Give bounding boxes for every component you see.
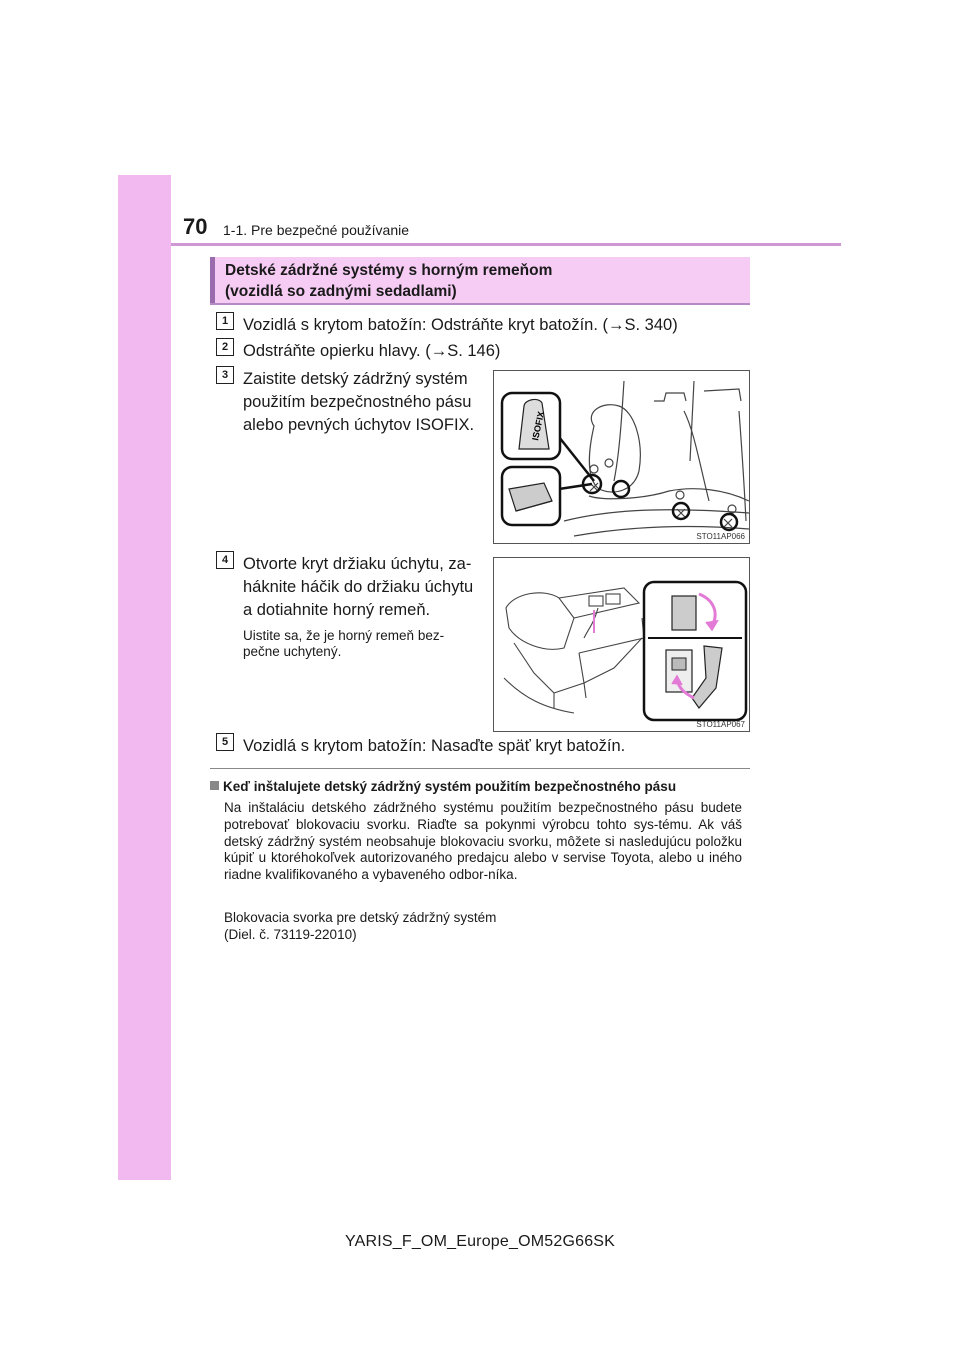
footer-doc-id: YARIS_F_OM_Europe_OM52G66SK xyxy=(344,1233,616,1250)
step-number-1: 1 xyxy=(216,312,234,330)
top-tether-illustration xyxy=(494,558,749,731)
note-title-text: Keď inštalujete detský zádržný systém použitím bezpečnostného pásu xyxy=(223,779,677,794)
heading-underline xyxy=(210,303,750,305)
note-title xyxy=(210,779,676,794)
step-3-line: Zaistite detský zádržný systém xyxy=(243,370,468,388)
figure-2-code: STO11AP067 xyxy=(696,720,745,729)
note-bullet-icon xyxy=(210,781,219,790)
step-4-line: háknite háčik do držiaku úchytu xyxy=(243,578,474,596)
section-title: 1-1. Pre bezpečné používanie xyxy=(223,222,410,238)
header-rule xyxy=(171,243,841,246)
step-3-text xyxy=(243,368,477,437)
heading-line-1: Detské zádržné systémy s horným remeňom xyxy=(225,262,553,279)
step-5-text: Vozidlá s krytom batožín: Nasaďte späť kryt batožín. xyxy=(243,737,626,755)
step-2-text: Odstráňte opierku hlavy. (→S. 146) xyxy=(243,342,501,360)
step-4-text xyxy=(243,553,477,622)
isofix-seat-illustration xyxy=(494,371,749,543)
section-heading xyxy=(210,257,750,305)
step-1-text: Vozidlá s krytom batožín: Odstráňte kryt batožín. (→S. 340) xyxy=(243,316,678,334)
step-4-note xyxy=(243,628,477,660)
step-number-2: 2 xyxy=(216,338,234,356)
figure-isofix-seat xyxy=(493,370,750,544)
note-part-line-2: (Diel. č. 73119-22010) xyxy=(224,927,357,942)
step-4-line: Otvorte kryt držiaku úchytu, za- xyxy=(243,555,472,573)
step-4-line: a dotiahnite horný remeň. xyxy=(243,601,431,619)
figure-1-code: STO11AP066 xyxy=(696,532,745,541)
note-part-number xyxy=(224,909,724,943)
note-part-line-1: Blokovacia svorka pre detský zádržný systém xyxy=(224,910,497,925)
figure-top-tether xyxy=(493,557,750,732)
step-4-note-line: pečne uchytený. xyxy=(243,644,342,659)
note-divider xyxy=(210,768,750,769)
page-number: 70 xyxy=(183,214,208,239)
heading-line-2: (vozidlá so zadnými sedadlami) xyxy=(225,283,457,300)
isofix-label: ISOFIX xyxy=(530,410,547,442)
step-4-note-line: Uistite sa, že je horný remeň bez- xyxy=(243,628,445,643)
sidebar-tab xyxy=(118,175,171,1180)
step-number-4: 4 xyxy=(216,551,234,569)
step-number-3: 3 xyxy=(216,366,234,384)
step-3-line: použitím bezpečnostného pásu xyxy=(243,393,472,411)
step-number-5: 5 xyxy=(216,733,234,751)
step-3-line: alebo pevných úchytov ISOFIX. xyxy=(243,416,475,434)
note-body: Na inštaláciu detského zádržného systému použitím bezpečnostného pásu budete potrebovať blokovaciu svorku. Riaďte sa pokynmi výrobcu tohto sys-tému. Ak váš detský zádržný systém neobsahuje blokovaciu svorku, môžete si nasledujúcu položku kúpiť u ktoréhokoľvek autorizovaného predajcu alebo v servise Toyota, alebo u iného riadne kvalifikovaného a vybaveného odbor-níka. xyxy=(224,800,742,883)
